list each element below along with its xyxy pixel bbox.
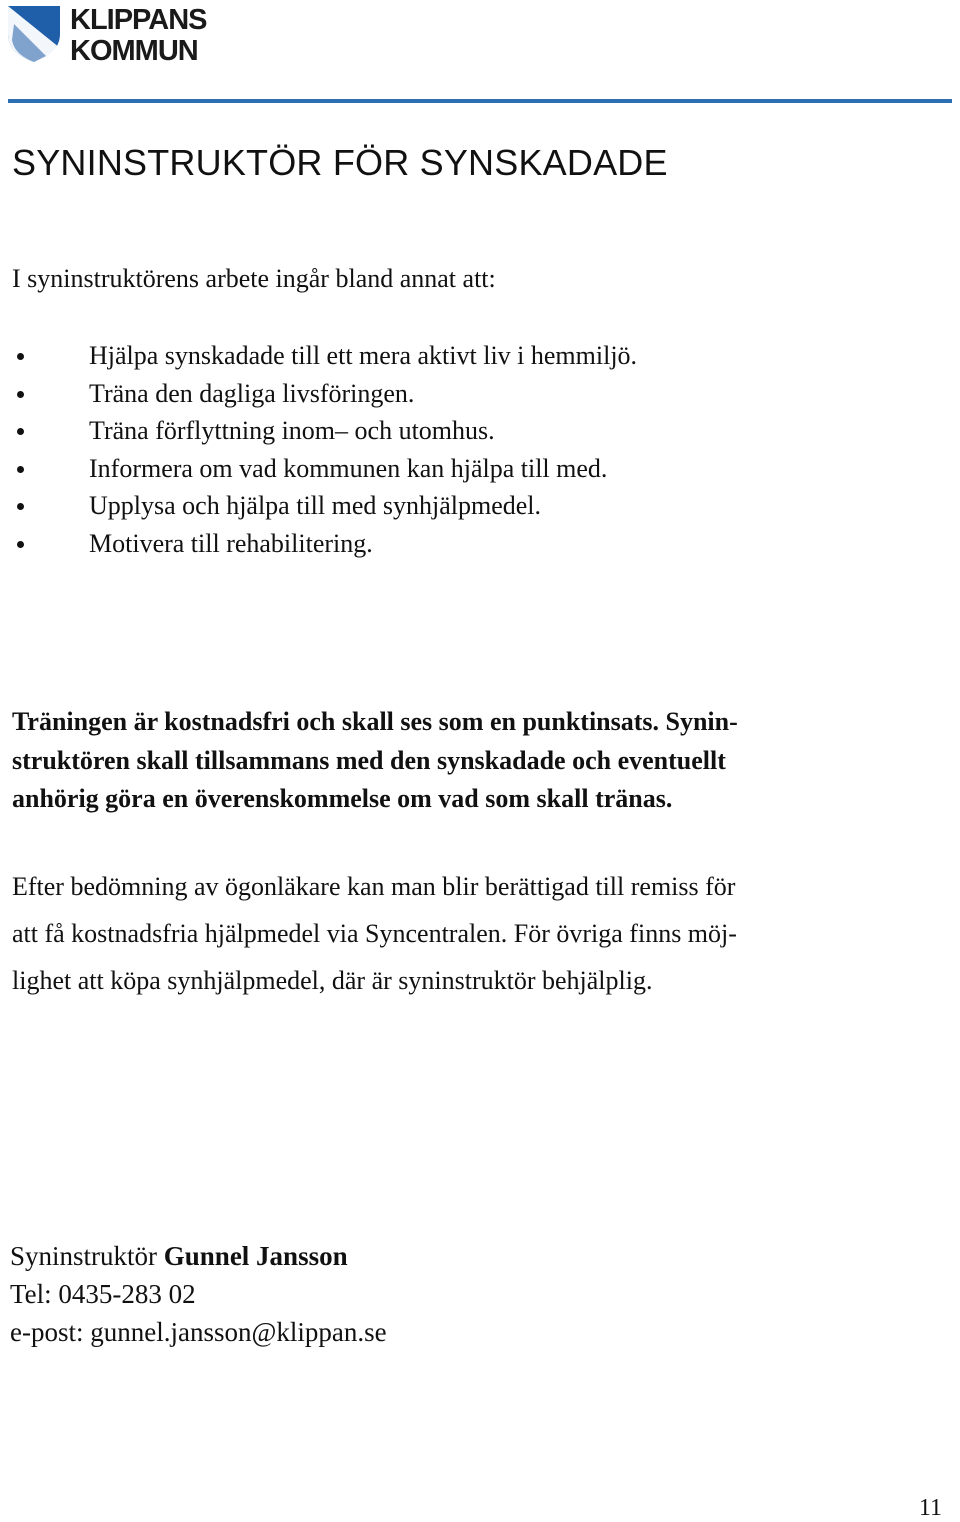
referral-line-1: Efter bedömning av ögonläkare kan man blir berättigad till remiss för (12, 872, 736, 901)
training-line-1: Träningen är kostnadsfri och skall ses som en punktinsats. Synin- (12, 707, 738, 736)
list-item-text: Träna den dagliga livsföringen. (89, 378, 415, 408)
logo-line-1: KLIPPANS (70, 4, 207, 36)
municipality-logo (6, 4, 246, 68)
coat-of-arms-icon (6, 4, 62, 64)
intro-text: I syninstruktörens arbete ingår bland annat att: (12, 264, 496, 293)
training-line-3: anhörig göra en överenskommelse om vad som skall tränas. (12, 784, 673, 813)
list-item-text: Motivera till rehabilitering. (89, 528, 373, 558)
referral-paragraph (12, 863, 942, 1004)
contact-email[interactable]: e-post: gunnel.jansson@klippan.se (10, 1317, 387, 1347)
bullet-icon (17, 466, 24, 473)
list-item-text: Informera om vad kommunen kan hjälpa till med. (89, 453, 608, 483)
contact-block (10, 1237, 387, 1351)
list-item (0, 525, 637, 563)
list-item (0, 375, 637, 413)
list-item (0, 337, 637, 375)
page-number: 11 (918, 1495, 942, 1521)
list-item-text: Hjälpa synskadade till ett mera aktivt liv i hemmiljö. (89, 341, 638, 370)
page-title: SYNINSTRUKTÖR FÖR SYNSKADADE (12, 142, 668, 183)
task-list (0, 337, 637, 562)
bullet-icon (17, 541, 24, 548)
bullet-icon (17, 353, 24, 360)
list-item (0, 412, 637, 450)
list-item (0, 487, 637, 525)
list-item-text: Träna förflyttning inom– och utomhus. (89, 416, 495, 445)
contact-role: Syninstruktör (10, 1241, 158, 1271)
header-rule (8, 99, 952, 103)
bullet-icon (17, 391, 24, 398)
training-line-2: struktören skall tillsammans med den synskadade och eventuellt (12, 745, 726, 775)
list-item (0, 450, 637, 488)
logo-line-2: KOMMUN (70, 35, 198, 67)
bullet-icon (17, 503, 24, 510)
training-paragraph (12, 703, 932, 819)
bullet-icon (17, 428, 24, 435)
referral-line-2: att få kostnadsfria hjälpmedel via Syncentralen. För övriga finns möj- (12, 919, 737, 948)
contact-person (10, 1237, 387, 1275)
contact-name: Gunnel Jansson (163, 1241, 348, 1271)
list-item-text: Upplysa och hjälpa till med synhjälpmedel. (89, 491, 542, 520)
contact-phone: Tel: 0435-283 02 (10, 1279, 196, 1309)
referral-line-3: lighet att köpa synhjälpmedel, där är syninstruktör behjälplig. (12, 966, 653, 995)
